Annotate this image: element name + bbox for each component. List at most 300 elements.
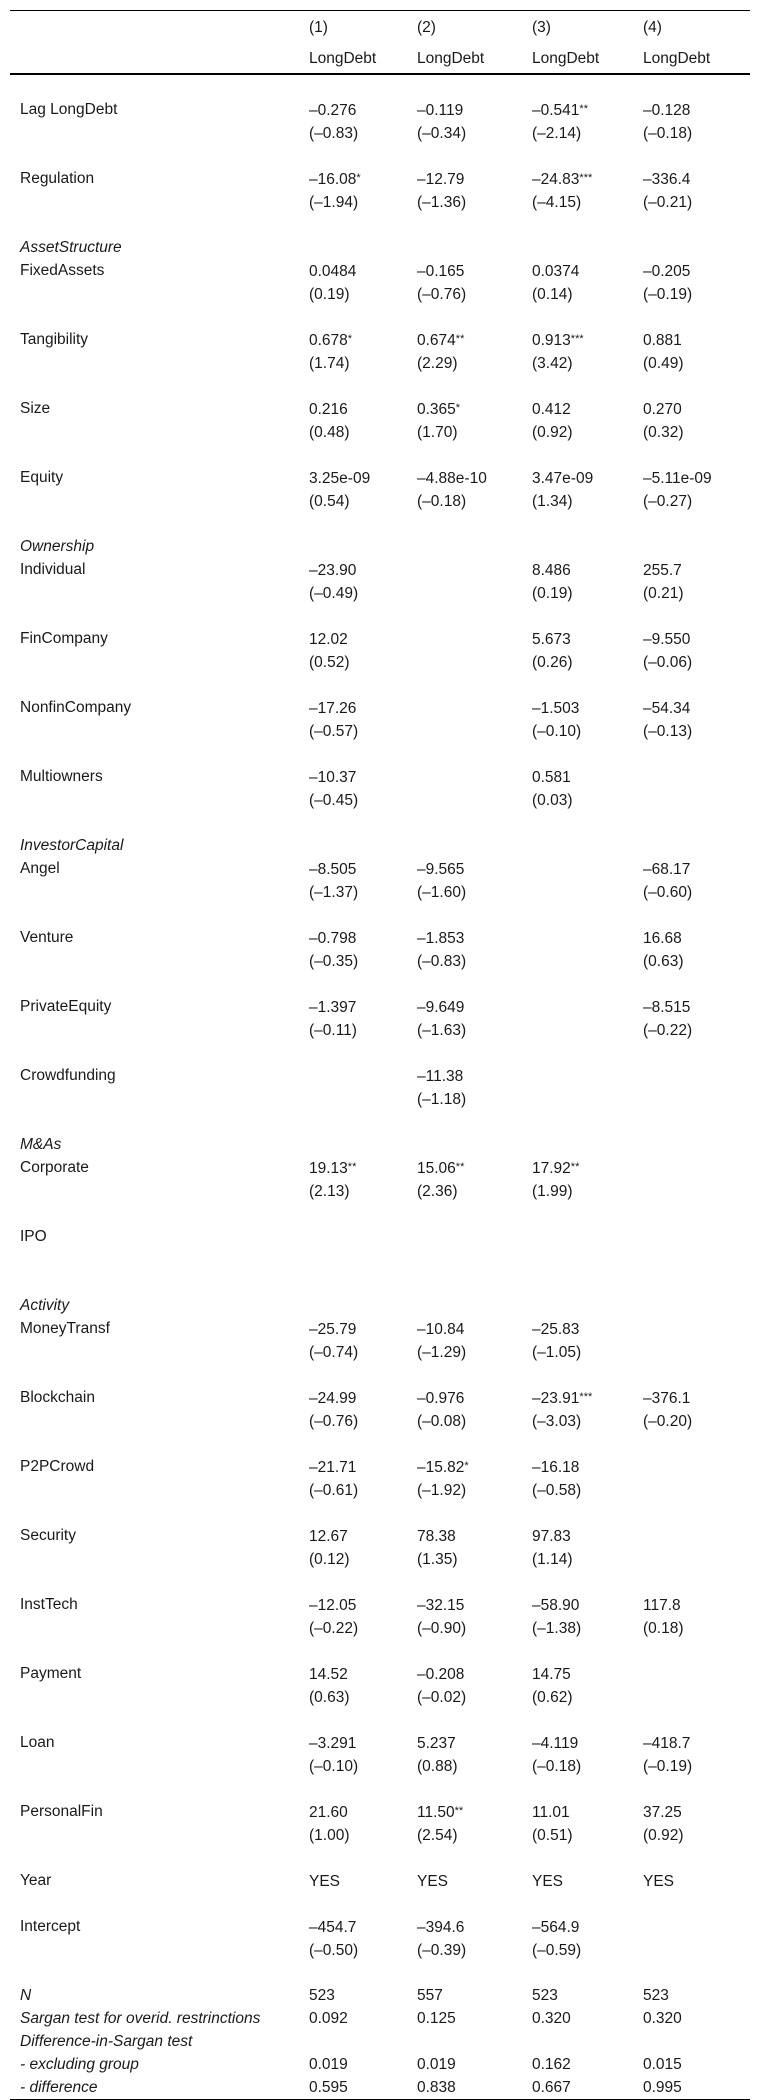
row-label: P2PCrowd bbox=[20, 1458, 95, 1475]
coefficient: –336.4 bbox=[643, 171, 691, 188]
t-statistic: (–0.10) bbox=[532, 723, 582, 740]
coefficient: –21.71 bbox=[309, 1459, 357, 1476]
t-statistic: (–1.63) bbox=[417, 1022, 467, 1039]
coefficient: –1.397 bbox=[309, 999, 357, 1016]
table-row bbox=[10, 328, 750, 397]
coefficient: –1.853 bbox=[417, 930, 465, 947]
table-cell bbox=[417, 1869, 448, 1893]
coefficient: 15.06 bbox=[417, 1160, 456, 1177]
group-label: InvestorCapital bbox=[20, 837, 124, 854]
coefficient: 5.237 bbox=[417, 1735, 456, 1752]
t-statistic: (0.92) bbox=[532, 424, 573, 441]
table-cell bbox=[417, 857, 466, 904]
t-statistic: (2.13) bbox=[309, 1183, 350, 1200]
table-cell bbox=[309, 627, 350, 674]
coefficient: 0.581 bbox=[532, 769, 571, 786]
coefficient: –0.541 bbox=[532, 102, 580, 119]
coefficient: –10.37 bbox=[309, 769, 357, 786]
t-statistic: (–1.37) bbox=[309, 884, 359, 901]
table-cell bbox=[643, 1800, 684, 1847]
significance-stars: ** bbox=[455, 333, 465, 345]
t-statistic: (–0.18) bbox=[532, 1758, 582, 1775]
t-statistic: (–0.27) bbox=[643, 493, 693, 510]
coefficient: –23.90 bbox=[309, 562, 357, 579]
coefficient: –0.276 bbox=[309, 102, 357, 119]
table-cell bbox=[532, 1593, 581, 1640]
t-statistic: (–0.08) bbox=[417, 1413, 467, 1430]
coefficient: –9.550 bbox=[643, 631, 691, 648]
t-statistic: (0.03) bbox=[532, 792, 573, 809]
dependent-variable-1: LongDebt bbox=[309, 50, 377, 67]
table-row bbox=[10, 1731, 750, 1800]
significance-stars: ** bbox=[579, 103, 588, 115]
t-statistic: (–0.57) bbox=[309, 723, 359, 740]
t-statistic: (–0.20) bbox=[643, 1413, 693, 1430]
coefficient: YES bbox=[417, 1873, 449, 1890]
table-cell bbox=[643, 1593, 684, 1640]
table-cell bbox=[643, 696, 692, 743]
coefficient: 5.673 bbox=[532, 631, 571, 648]
coefficient: –24.99 bbox=[309, 1390, 357, 1407]
table-cell bbox=[643, 627, 692, 674]
table-cell bbox=[309, 466, 370, 513]
coefficient: 16.68 bbox=[643, 930, 682, 947]
t-statistic: (–0.19) bbox=[643, 286, 693, 303]
significance-stars: * bbox=[464, 1460, 469, 1472]
group-label: AssetStructure bbox=[20, 239, 122, 256]
group-header-row bbox=[10, 535, 750, 558]
coefficient: –15.82 bbox=[417, 1459, 465, 1476]
statistic-row bbox=[10, 1984, 750, 2007]
t-statistic: (–1.38) bbox=[532, 1620, 582, 1637]
group-label: Ownership bbox=[20, 538, 95, 555]
coefficient: –32.15 bbox=[417, 1597, 465, 1614]
table-cell bbox=[532, 1662, 573, 1709]
table-cell bbox=[309, 765, 358, 812]
t-statistic: (1.14) bbox=[532, 1551, 573, 1568]
t-statistic: (–0.22) bbox=[643, 1022, 693, 1039]
row-label: Size bbox=[20, 400, 51, 417]
table-row bbox=[10, 1800, 750, 1869]
table-cell bbox=[532, 1524, 573, 1571]
coefficient: 17.92 bbox=[532, 1160, 571, 1177]
t-statistic: (–0.76) bbox=[417, 286, 467, 303]
t-statistic: (0.88) bbox=[417, 1758, 458, 1775]
coefficient: –54.34 bbox=[643, 700, 691, 717]
row-label: Corporate bbox=[20, 1159, 89, 1176]
statistic-value: 0.015 bbox=[643, 2056, 682, 2073]
table-cell bbox=[309, 1156, 356, 1203]
statistic-value: 0.019 bbox=[417, 2056, 456, 2073]
statistic-value: 0.838 bbox=[417, 2079, 456, 2096]
table-cell bbox=[643, 259, 692, 306]
t-statistic: (0.12) bbox=[309, 1551, 350, 1568]
table-cell bbox=[532, 167, 592, 214]
coefficient: –394.6 bbox=[417, 1919, 465, 1936]
row-label: PrivateEquity bbox=[20, 998, 112, 1015]
t-statistic: (0.49) bbox=[643, 355, 684, 372]
table-cell bbox=[643, 995, 692, 1042]
t-statistic: (–1.18) bbox=[417, 1091, 467, 1108]
statistic-label: - excluding group bbox=[20, 2056, 139, 2073]
table-cell bbox=[309, 1455, 358, 1502]
coefficient: –25.83 bbox=[532, 1321, 580, 1338]
table-row bbox=[10, 1524, 750, 1593]
coefficient: 11.50 bbox=[417, 1804, 455, 1821]
table-cell bbox=[417, 1455, 469, 1502]
table-cell bbox=[532, 1156, 579, 1203]
t-statistic: (0.54) bbox=[309, 493, 350, 510]
t-statistic: (1.34) bbox=[532, 493, 573, 510]
coefficient: 0.913 bbox=[532, 332, 571, 349]
table-cell bbox=[532, 1317, 581, 1364]
coefficient: –0.976 bbox=[417, 1390, 465, 1407]
t-statistic: (–0.21) bbox=[643, 194, 693, 211]
significance-stars: *** bbox=[579, 172, 593, 184]
table-cell bbox=[417, 1524, 458, 1571]
row-label: Venture bbox=[20, 929, 74, 946]
dependent-variable-2: LongDebt bbox=[417, 50, 485, 67]
table-cell bbox=[309, 1915, 358, 1962]
table-cell bbox=[309, 1800, 350, 1847]
t-statistic: (–0.45) bbox=[309, 792, 359, 809]
table-cell bbox=[417, 1915, 466, 1962]
row-label: Payment bbox=[20, 1665, 82, 1682]
t-statistic: (2.54) bbox=[417, 1827, 458, 1844]
t-statistic: (2.29) bbox=[417, 355, 458, 372]
group-header-row bbox=[10, 1133, 750, 1156]
table-cell bbox=[309, 1524, 350, 1571]
coefficient: 78.38 bbox=[417, 1528, 456, 1545]
t-statistic: (–0.58) bbox=[532, 1482, 582, 1499]
significance-stars: * bbox=[455, 402, 461, 414]
table-cell bbox=[417, 259, 466, 306]
statistic-value: 0.595 bbox=[309, 2079, 348, 2096]
table-row bbox=[10, 167, 750, 236]
table-cell bbox=[643, 1869, 674, 1893]
t-statistic: (0.52) bbox=[309, 654, 350, 671]
coefficient: 8.486 bbox=[532, 562, 571, 579]
table-cell bbox=[643, 98, 692, 145]
significance-stars: *** bbox=[570, 333, 584, 345]
coefficient: 0.0374 bbox=[532, 263, 580, 280]
coefficient: –564.9 bbox=[532, 1919, 580, 1936]
statistic-label: Difference-in-Sargan test bbox=[20, 2033, 193, 2050]
coefficient: 97.83 bbox=[532, 1528, 571, 1545]
statistic-label: - difference bbox=[20, 2079, 98, 2096]
table-cell bbox=[309, 857, 358, 904]
t-statistic: (1.70) bbox=[417, 424, 458, 441]
row-label: Blockchain bbox=[20, 1389, 95, 1406]
row-label: Tangibility bbox=[20, 331, 89, 348]
coefficient: 19.13 bbox=[309, 1160, 348, 1177]
table-cell bbox=[532, 328, 584, 375]
coefficient: –24.83 bbox=[532, 171, 580, 188]
row-label: Multiowners bbox=[20, 768, 103, 785]
t-statistic: (0.19) bbox=[309, 286, 350, 303]
coefficient: –68.17 bbox=[643, 861, 691, 878]
coefficient: –1.503 bbox=[532, 700, 580, 717]
coefficient: 14.52 bbox=[309, 1666, 348, 1683]
coefficient: 12.02 bbox=[309, 631, 348, 648]
t-statistic: (–0.83) bbox=[417, 953, 467, 970]
coefficient: –25.79 bbox=[309, 1321, 357, 1338]
coefficient: 0.412 bbox=[532, 401, 571, 418]
table-cell bbox=[532, 1915, 581, 1962]
coefficient: 14.75 bbox=[532, 1666, 571, 1683]
t-statistic: (3.42) bbox=[532, 355, 573, 372]
t-statistic: (–0.18) bbox=[417, 493, 467, 510]
coefficient: –376.1 bbox=[643, 1390, 691, 1407]
coefficient: –3.291 bbox=[309, 1735, 357, 1752]
regression-table bbox=[10, 10, 750, 2100]
t-statistic: (–0.19) bbox=[643, 1758, 693, 1775]
dependent-variable-4: LongDebt bbox=[643, 50, 711, 67]
t-statistic: (0.63) bbox=[309, 1689, 350, 1706]
t-statistic: (–0.39) bbox=[417, 1942, 467, 1959]
group-header-row bbox=[10, 236, 750, 259]
coefficient: 0.674 bbox=[417, 332, 456, 349]
t-statistic: (–0.06) bbox=[643, 654, 693, 671]
table-cell bbox=[417, 1593, 466, 1640]
row-label: PersonalFin bbox=[20, 1803, 103, 1820]
statistic-row bbox=[10, 2007, 750, 2030]
row-label: Crowdfunding bbox=[20, 1067, 116, 1084]
coefficient: –418.7 bbox=[643, 1735, 691, 1752]
row-label: Individual bbox=[20, 561, 86, 578]
coefficient: 255.7 bbox=[643, 562, 682, 579]
table-cell bbox=[417, 167, 466, 214]
table-cell bbox=[643, 1386, 692, 1433]
statistic-value: 0.125 bbox=[417, 2010, 456, 2027]
coefficient: –0.119 bbox=[417, 102, 464, 119]
coefficient: –58.90 bbox=[532, 1597, 580, 1614]
coefficient: 37.25 bbox=[643, 1804, 682, 1821]
statistic-value: 0.092 bbox=[309, 2010, 348, 2027]
t-statistic: (–0.74) bbox=[309, 1344, 359, 1361]
t-statistic: (0.51) bbox=[532, 1827, 573, 1844]
statistic-value: 523 bbox=[532, 1987, 558, 2004]
t-statistic: (–0.35) bbox=[309, 953, 359, 970]
coefficient: –5.11e-09 bbox=[643, 470, 712, 487]
t-statistic: (–0.83) bbox=[309, 125, 359, 142]
t-statistic: (0.32) bbox=[643, 424, 684, 441]
dependent-variable-3: LongDebt bbox=[532, 50, 600, 67]
statistic-value: 523 bbox=[309, 1987, 335, 2004]
coefficient: –9.649 bbox=[417, 999, 465, 1016]
table-cell bbox=[309, 1593, 358, 1640]
coefficient: –23.91 bbox=[532, 1390, 580, 1407]
table-cell bbox=[532, 1800, 573, 1847]
table-cell bbox=[309, 926, 358, 973]
coefficient: –16.08 bbox=[309, 171, 357, 188]
table-cell bbox=[643, 397, 684, 444]
t-statistic: (0.63) bbox=[643, 953, 684, 970]
coefficient: 21.60 bbox=[309, 1804, 348, 1821]
table-cell bbox=[309, 995, 357, 1042]
table-cell bbox=[532, 397, 573, 444]
significance-stars: * bbox=[356, 172, 361, 184]
coefficient: –0.208 bbox=[417, 1666, 465, 1683]
significance-stars: ** bbox=[454, 1805, 464, 1817]
t-statistic: (0.48) bbox=[309, 424, 350, 441]
table-cell bbox=[532, 696, 581, 743]
table-cell bbox=[309, 259, 356, 306]
statistic-value: 0.162 bbox=[532, 2056, 571, 2073]
table-cell bbox=[309, 1869, 340, 1893]
t-statistic: (–0.18) bbox=[643, 125, 693, 142]
table-cell bbox=[532, 1731, 581, 1778]
t-statistic: (0.18) bbox=[643, 1620, 684, 1637]
table-cell bbox=[417, 397, 460, 444]
table-cell bbox=[643, 926, 684, 973]
statistic-value: 0.995 bbox=[643, 2079, 682, 2096]
t-statistic: (0.14) bbox=[532, 286, 573, 303]
table-cell bbox=[417, 926, 466, 973]
t-statistic: (–0.34) bbox=[417, 125, 467, 142]
table-cell bbox=[532, 627, 573, 674]
coefficient: –12.05 bbox=[309, 1597, 357, 1614]
table-row bbox=[10, 1064, 750, 1133]
table-row bbox=[10, 1225, 750, 1294]
statistic-row bbox=[10, 2030, 750, 2053]
statistic-value: 557 bbox=[417, 1987, 443, 2004]
t-statistic: (0.21) bbox=[643, 585, 684, 602]
coefficient: YES bbox=[532, 1873, 564, 1890]
t-statistic: (–1.60) bbox=[417, 884, 467, 901]
table-cell bbox=[309, 328, 352, 375]
t-statistic: (–0.90) bbox=[417, 1620, 467, 1637]
group-label: M&As bbox=[20, 1136, 62, 1153]
coefficient: YES bbox=[643, 1873, 675, 1890]
table-cell bbox=[417, 1156, 464, 1203]
t-statistic: (–4.15) bbox=[532, 194, 582, 211]
statistic-value: 0.320 bbox=[643, 2010, 682, 2027]
table-cell bbox=[532, 765, 573, 812]
table-row bbox=[10, 995, 750, 1064]
coefficient: 11.01 bbox=[532, 1804, 570, 1821]
coefficient: –17.26 bbox=[309, 700, 357, 717]
t-statistic: (2.36) bbox=[417, 1183, 458, 1200]
table-row bbox=[10, 926, 750, 995]
coefficient: 117.8 bbox=[643, 1597, 681, 1614]
table-row bbox=[10, 259, 750, 328]
coefficient: –10.84 bbox=[417, 1321, 465, 1338]
statistic-value: 0.019 bbox=[309, 2056, 348, 2073]
table-cell bbox=[417, 1317, 466, 1364]
t-statistic: (–0.02) bbox=[417, 1689, 467, 1706]
t-statistic: (–3.03) bbox=[532, 1413, 582, 1430]
coefficient: 0.0484 bbox=[309, 263, 357, 280]
table-cell bbox=[309, 696, 358, 743]
coefficient: –12.79 bbox=[417, 171, 465, 188]
coefficient: –0.798 bbox=[309, 930, 357, 947]
coefficient: –0.128 bbox=[643, 102, 691, 119]
coefficient: –0.205 bbox=[643, 263, 691, 280]
coefficient: 3.47e-09 bbox=[532, 470, 594, 487]
row-label: Security bbox=[20, 1527, 76, 1544]
t-statistic: (1.00) bbox=[309, 1827, 350, 1844]
table-row bbox=[10, 696, 750, 765]
t-statistic: (–1.94) bbox=[309, 194, 359, 211]
t-statistic: (–0.11) bbox=[309, 1022, 357, 1039]
statistic-row bbox=[10, 2076, 750, 2099]
t-statistic: (1.99) bbox=[532, 1183, 573, 1200]
coefficient: –11.38 bbox=[417, 1068, 464, 1085]
t-statistic: (–1.29) bbox=[417, 1344, 467, 1361]
table-row bbox=[10, 1662, 750, 1731]
t-statistic: (0.19) bbox=[532, 585, 573, 602]
group-header-row bbox=[10, 834, 750, 857]
column-number-4: (4) bbox=[643, 19, 662, 36]
table-row bbox=[10, 1915, 750, 1984]
table-cell bbox=[417, 328, 464, 375]
row-label: Loan bbox=[20, 1734, 55, 1751]
coefficient: YES bbox=[309, 1873, 341, 1890]
coefficient: –16.18 bbox=[532, 1459, 580, 1476]
coefficient: –4.119 bbox=[532, 1735, 579, 1752]
statistic-label: Sargan test for overid. restrinctions bbox=[20, 2010, 261, 2027]
table-cell bbox=[309, 397, 350, 444]
t-statistic: (0.92) bbox=[643, 1827, 684, 1844]
table-cell bbox=[643, 558, 684, 605]
row-label: Equity bbox=[20, 469, 64, 486]
table-cell bbox=[417, 1386, 466, 1433]
table-cell bbox=[417, 995, 466, 1042]
table-row bbox=[10, 98, 750, 167]
table-cell bbox=[309, 1662, 350, 1709]
significance-stars: ** bbox=[570, 1161, 580, 1173]
table-row bbox=[10, 1156, 750, 1225]
table-cell bbox=[643, 328, 684, 375]
table-cell bbox=[309, 1317, 358, 1364]
t-statistic: (–1.36) bbox=[417, 194, 467, 211]
statistic-value: 0.667 bbox=[532, 2079, 571, 2096]
row-label: Angel bbox=[20, 860, 60, 877]
group-label: Activity bbox=[20, 1297, 70, 1314]
table-row bbox=[10, 765, 750, 834]
significance-stars: ** bbox=[455, 1161, 465, 1173]
row-label: IPO bbox=[20, 1228, 47, 1245]
significance-stars: *** bbox=[579, 1391, 593, 1403]
t-statistic: (–0.13) bbox=[643, 723, 693, 740]
table-cell bbox=[643, 167, 692, 214]
t-statistic: (–1.05) bbox=[532, 1344, 582, 1361]
t-statistic: (–0.22) bbox=[309, 1620, 359, 1637]
table-cell bbox=[532, 1386, 592, 1433]
table-row bbox=[10, 1869, 750, 1915]
table-cell bbox=[417, 98, 466, 145]
table-cell bbox=[417, 1662, 466, 1709]
statistic-value: 523 bbox=[643, 1987, 669, 2004]
t-statistic: (1.74) bbox=[309, 355, 350, 372]
table-body bbox=[10, 75, 750, 2099]
row-label: Year bbox=[20, 1872, 52, 1889]
table-cell bbox=[309, 98, 358, 145]
t-statistic: (–0.59) bbox=[532, 1942, 582, 1959]
t-statistic: (–2.14) bbox=[532, 125, 582, 142]
column-number-3: (3) bbox=[532, 19, 551, 36]
table-cell bbox=[309, 1386, 358, 1433]
table-row bbox=[10, 1593, 750, 1662]
table-row bbox=[10, 857, 750, 926]
coefficient: –9.565 bbox=[417, 861, 465, 878]
table-cell bbox=[532, 1455, 581, 1502]
table-row bbox=[10, 466, 750, 535]
table-row bbox=[10, 397, 750, 466]
column-number-1: (1) bbox=[309, 19, 328, 36]
table-header bbox=[10, 11, 750, 75]
